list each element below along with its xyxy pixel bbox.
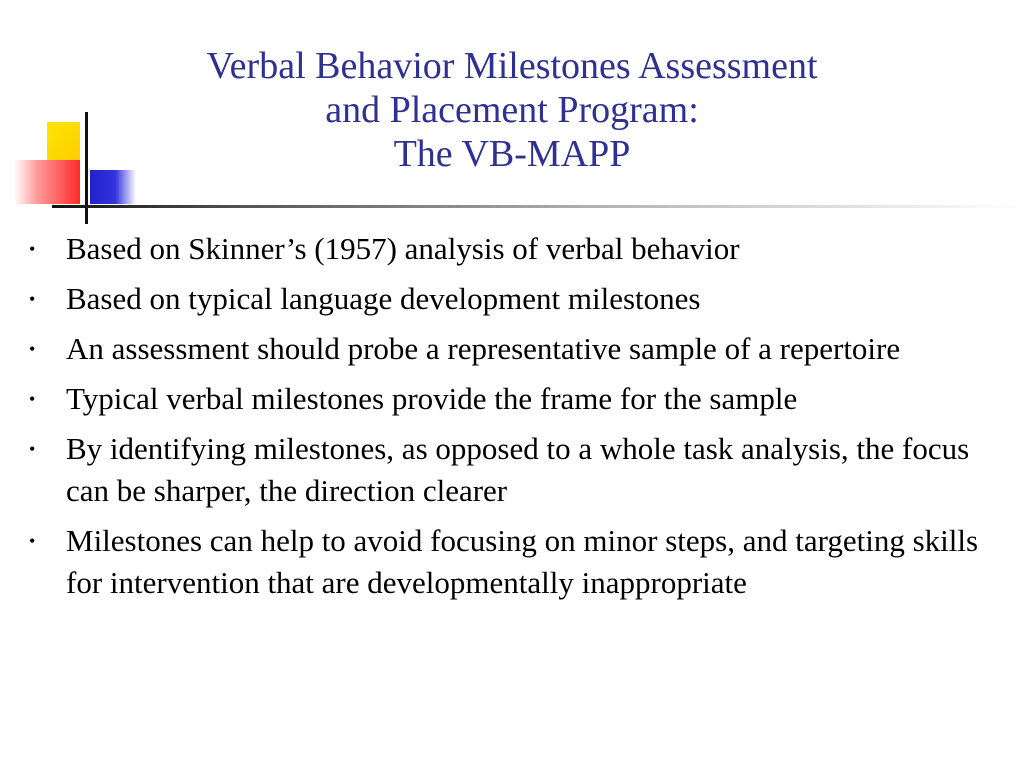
bullet-text: Based on typical language development milestones: [66, 281, 701, 316]
title-divider-line: [52, 205, 1024, 208]
bullet-item: [0, 328, 1024, 370]
bullet-text: Typical verbal milestones provide the frame for the sample: [66, 381, 798, 416]
title-line-1: Verbal Behavior Milestones Assessment: [206, 45, 818, 87]
bullet-dot: •: [29, 339, 36, 359]
bullet-item: [0, 520, 1024, 604]
bullet-text: An assessment should probe a representative sample of a repertoire: [66, 331, 901, 366]
bullet-dot: •: [29, 389, 36, 409]
bullet-dot: •: [29, 531, 36, 551]
title-line-2: and Placement Program:: [325, 89, 699, 131]
bullet-dot: •: [29, 239, 36, 259]
title-line-3: The VB-MAPP: [393, 133, 631, 175]
bullet-list: [0, 228, 1024, 612]
bullet-text: By identifying milestones, as opposed to a whole task analysis, the focus can be sharper, the direction clearer: [66, 431, 970, 508]
bullet-dot: •: [29, 289, 36, 309]
bullet-item: [0, 228, 1024, 270]
bullet-item: [0, 278, 1024, 320]
bullet-item: [0, 378, 1024, 420]
slide-title: [0, 44, 1024, 176]
bullet-dot: •: [29, 439, 36, 459]
bullet-item: [0, 428, 1024, 512]
bullet-text: Based on Skinner’s (1957) analysis of verbal behavior: [66, 231, 740, 266]
bullet-text: Milestones can help to avoid focusing on minor steps, and targeting skills for intervention that are developmentally inappropriate: [66, 523, 979, 600]
